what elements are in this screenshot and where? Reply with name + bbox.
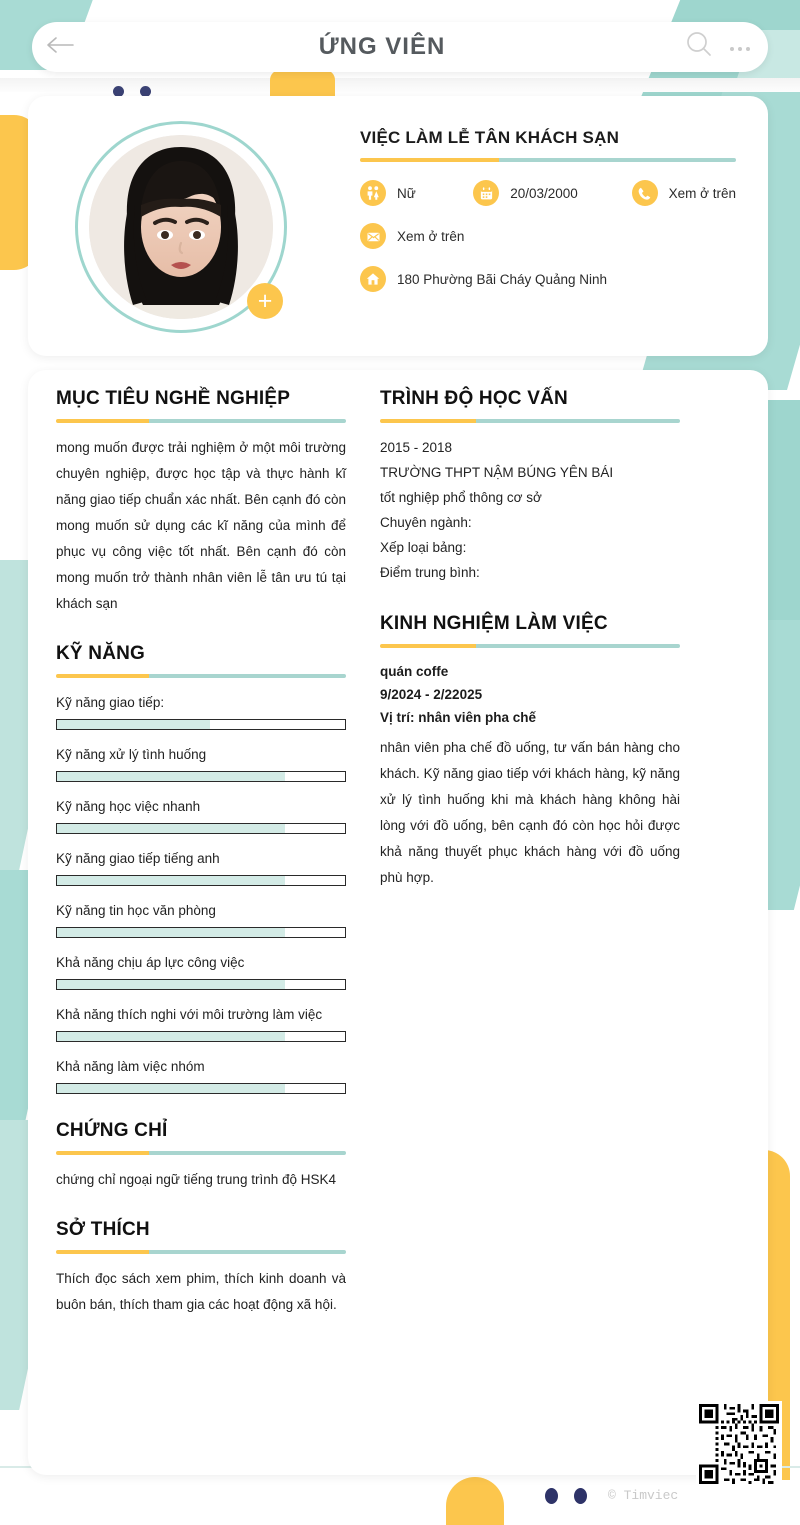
page-title: ỨNG VIÊN [318,33,446,60]
birthday-value: 20/03/2000 [510,185,578,201]
experience-period: 9/2024 - 2/22025 [380,687,483,702]
skill-label: Khả năng thích nghi với môi trường làm việc [56,1007,323,1022]
address-item [360,266,607,292]
certificates-rule [56,1151,346,1155]
deco-yellow-arc [446,1477,504,1525]
skill-label: Khả năng chịu áp lực công việc [56,955,245,970]
section-objective [56,388,346,617]
address-value: 180 Phường Bãi Cháy Quảng Ninh [397,271,608,287]
education-line: Chuyên ngành: [380,515,472,530]
skill-label: Kỹ năng tin học văn phòng [56,903,216,918]
job-title-rule [360,158,736,162]
section-interests [56,1219,346,1318]
rule-yellow-segment [360,158,499,162]
skill-item [56,695,346,730]
experience-position: Vị trí: nhân viên pha chế [380,710,537,725]
skill-item [56,903,346,938]
education-line: Điểm trung bình: [380,565,480,580]
rule-yellow-segment [56,1151,149,1155]
avatar[interactable] [75,121,287,333]
skill-item [56,1007,346,1042]
experience-title: KINH NGHIỆM LÀM VIỆC [380,613,608,634]
email-value: Xem ở trên [397,228,465,244]
skill-bar [56,979,346,990]
interests-rule [56,1250,346,1254]
more-options-button[interactable] [722,22,768,72]
certificates-text: chứng chỉ ngoại ngữ tiếng trung trình độ HSK4 [56,1172,336,1187]
qr-code-image [699,1404,779,1484]
more-horizontal-icon [728,36,752,59]
arrow-left-icon [45,36,75,59]
skill-label: Khả năng làm việc nhóm [56,1059,205,1074]
experience-company: quán coffe [380,664,449,679]
resume-body-card [28,370,768,1475]
interests-text: Thích đọc sách xem phim, thích kinh doanh và buôn bán, thích tham gia các hoạt động xã hội. [56,1271,346,1312]
search-button[interactable] [676,22,722,72]
gender-item [360,180,416,206]
education-line: TRƯỜNG THPT NẬM BÚNG YÊN BÁI [380,465,614,480]
skill-bar [56,719,346,730]
rule-teal-segment [476,419,680,423]
avatar-photo [89,135,273,319]
rule-teal-segment [476,644,680,648]
skill-bar [56,1031,346,1042]
copyright-text: © Timviec [608,1488,679,1503]
rule-teal-segment [149,674,346,678]
rule-teal-segment [149,1250,346,1254]
section-certificates [56,1120,346,1193]
skill-label: Kỹ năng xử lý tình huống [56,747,207,762]
education-line: Xếp loại bảng: [380,540,467,555]
top-app-bar [32,22,768,72]
skill-label: Kỹ năng học việc nhanh [56,799,201,814]
skill-bar [56,1083,346,1094]
rule-teal-segment [149,1151,346,1155]
contact-row-primary [360,180,736,206]
skill-bar [56,875,346,886]
search-icon [684,30,714,65]
mail-icon [360,223,386,249]
rule-teal-segment [499,158,736,162]
page-dot [545,1488,558,1504]
page-indicator-dots[interactable] [545,1488,587,1504]
skill-bar-fill [57,824,285,833]
email-item [360,223,464,249]
birthday-item [473,180,578,206]
page-dot [574,1488,587,1504]
skill-bar-fill [57,876,285,885]
gender-icon [360,180,386,206]
rule-yellow-segment [56,1250,149,1254]
rule-yellow-segment [56,674,149,678]
rule-yellow-segment [56,419,149,423]
section-skills [56,643,346,1094]
phone-value: Xem ở trên [668,185,736,201]
gender-value: Nữ [397,185,416,201]
left-column [56,388,346,1318]
skill-item [56,1059,346,1094]
back-button[interactable] [32,22,88,72]
contact-row-email [360,223,736,249]
skill-bar-fill [57,772,285,781]
skill-bar-fill [57,720,210,729]
experience-description: nhân viên pha chế đồ uống, tư vấn bán hàng cho khách. Kỹ năng giao tiếp với khách hàng, kỹ năng xử lý tình huống khi mà khách hàng không hài lòng với đồ uống, bên cạnh đó còn học hỏi được khả năng thuyết phục khách hàng với đồ uống phù hợp. [380,740,680,885]
section-experience [380,613,680,891]
skill-label: Kỹ năng giao tiếp tiếng anh [56,851,220,866]
rule-yellow-segment [380,644,476,648]
add-photo-button[interactable]: + [247,283,283,319]
skill-bar-fill [57,928,285,937]
profile-card [28,96,768,356]
interests-title: SỞ THÍCH [56,1219,150,1240]
education-line: 2015 - 2018 [380,440,453,455]
education-rule [380,419,680,423]
phone-icon [632,180,658,206]
home-icon [360,266,386,292]
skill-bar [56,771,346,782]
skill-item [56,799,346,834]
qr-code [696,1401,782,1487]
skill-item [56,955,346,990]
skill-label: Kỹ năng giao tiếp: [56,695,165,710]
skills-rule [56,674,346,678]
skill-bar [56,927,346,938]
contact-row-address [360,266,736,292]
right-column [380,388,680,891]
skill-bar-fill [57,1084,285,1093]
objective-title: MỤC TIÊU NGHỀ NGHIỆP [56,388,291,409]
experience-rule [380,644,680,648]
skill-bar [56,823,346,834]
calendar-icon [473,180,499,206]
skill-item [56,747,346,782]
skill-bar-fill [57,1032,285,1041]
skill-item [56,851,346,886]
section-education [380,388,680,585]
profile-details [360,128,736,309]
education-title: TRÌNH ĐỘ HỌC VẤN [380,388,568,409]
objective-rule [56,419,346,423]
phone-item [632,180,736,206]
objective-text: mong muốn được trải nghiệm ở một môi trường chuyên nghiệp, được học tập và thực hành kĩ năng giao tiếp chuẩn xác nhất. Bên cạnh đó còn mong muốn sử dụng các kĩ năng của mình để phục vụ công việc tốt nhất. Bên cạnh đó còn mong muốn trở thành nhân viên lễ tân ưu tú tại khách sạn [56,440,346,611]
rule-teal-segment [149,419,346,423]
skills-title: KỸ NĂNG [56,643,146,664]
skill-bar-fill [57,980,285,989]
contact-info [360,180,736,292]
rule-yellow-segment [380,419,476,423]
certificates-title: CHỨNG CHỈ [56,1120,168,1141]
job-title: VIỆC LÀM LỄ TÂN KHÁCH SẠN [360,128,620,147]
education-line: tốt nghiệp phổ thông cơ sở [380,490,542,505]
